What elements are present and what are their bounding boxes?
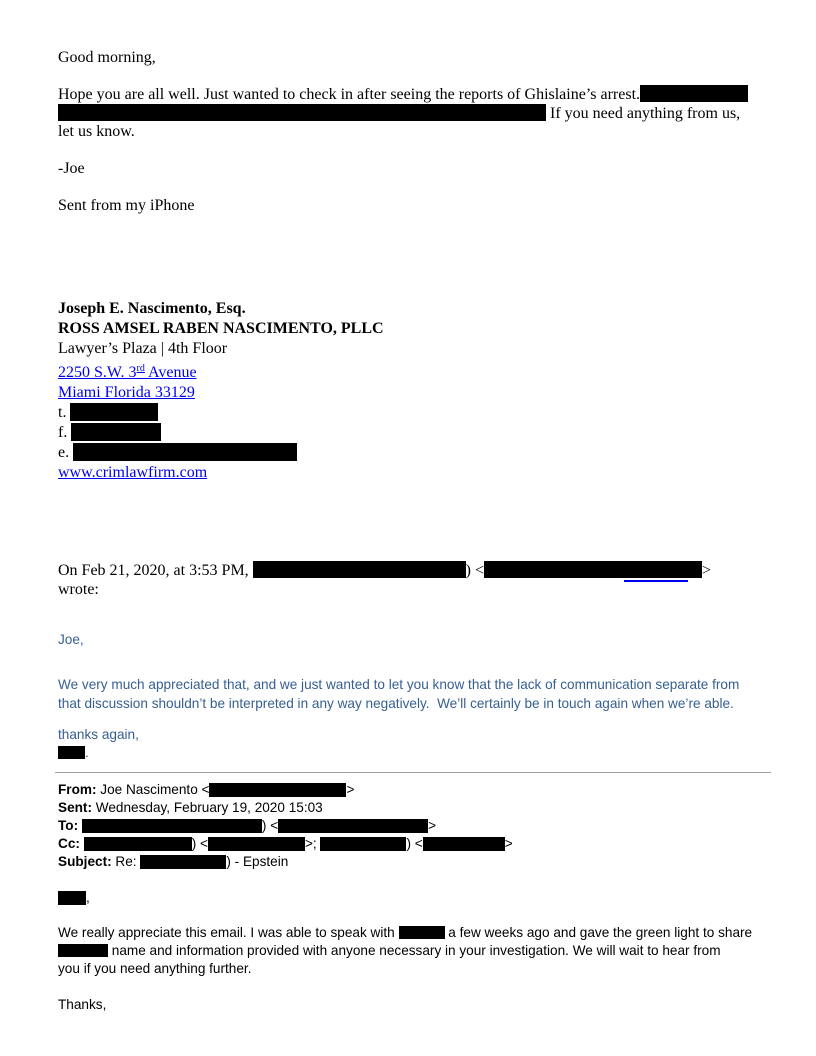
quoted-message-header bbox=[58, 561, 790, 599]
reply-signature-line: . bbox=[58, 744, 790, 762]
reply-salutation: Joe, bbox=[58, 632, 84, 647]
bottom-body bbox=[58, 924, 790, 978]
signature-email-line: e. bbox=[58, 443, 790, 463]
redaction-bar bbox=[209, 783, 346, 797]
bottom-salutation bbox=[58, 889, 790, 907]
signature-website-line bbox=[58, 463, 790, 483]
street-address-link[interactable]: 2250 S.W. 3rd Avenue bbox=[58, 363, 197, 381]
quote-header-line-1: On Feb 21, 2020, at 3:53 PM, ) < > bbox=[58, 561, 790, 580]
redaction-bar bbox=[58, 891, 86, 905]
bottom-body-line-1: We really appreciate this email. I was able to speak with a few weeks ago and gave the green light to share bbox=[58, 925, 753, 940]
redaction-bar bbox=[58, 746, 85, 759]
paragraph-line-2: If you need anything from us, bbox=[58, 104, 790, 123]
paragraph-line-1: Hope you are all well. Just wanted to check in after seeing the reports of Ghislaine’s arrest. bbox=[58, 85, 790, 104]
redaction-bar bbox=[208, 837, 305, 851]
partially-hidden-link-underline bbox=[624, 580, 688, 582]
redaction-bar bbox=[70, 403, 158, 421]
signature-phone-line: t. bbox=[58, 403, 790, 423]
sent-from-line: Sent from my iPhone bbox=[58, 197, 195, 214]
redaction-bar bbox=[140, 855, 226, 869]
redaction-bar bbox=[73, 443, 297, 461]
redaction-bar bbox=[484, 561, 702, 578]
signature-suite: Lawyer’s Plaza | 4th Floor bbox=[58, 340, 228, 357]
redaction-bar bbox=[84, 837, 192, 851]
redaction-bar bbox=[58, 104, 546, 121]
from-line: From: Joe Nascimento < > bbox=[58, 782, 355, 797]
signature-name: Joseph E. Nascimento, Esq. bbox=[58, 300, 246, 317]
signature-firm: ROSS AMSEL RABEN NASCIMENTO, PLLC bbox=[58, 320, 384, 337]
city-link[interactable]: Miami Florida 33129 bbox=[58, 384, 195, 401]
bottom-body-line-2: name and information provided with anyone necessary in your investigation. We will wait to hear from bbox=[58, 942, 790, 960]
signature-city-line bbox=[58, 383, 790, 403]
paragraph-line-3: let us know. bbox=[58, 123, 135, 140]
redaction-bar bbox=[82, 819, 262, 833]
ordinal-superscript: rd bbox=[136, 363, 145, 374]
reply-body-line-1: We very much appreciated that, and we just wanted to let you know that the lack of communication separate from bbox=[58, 677, 740, 692]
horizontal-divider bbox=[55, 772, 771, 773]
top-email-paragraph bbox=[58, 85, 790, 141]
forward-header-block bbox=[58, 781, 790, 871]
reply-body-line-2: that discussion shouldn’t be interpreted in any way negatively. We’ll certainly be in touch again when we’re able. bbox=[58, 696, 734, 711]
redaction-bar bbox=[253, 561, 466, 578]
signature-street-line bbox=[58, 359, 790, 383]
redaction-bar bbox=[399, 926, 445, 939]
redaction-bar bbox=[278, 819, 428, 833]
cc-line: Cc: ) < >; ) < > bbox=[58, 836, 513, 851]
greeting-text: Good morning, bbox=[58, 49, 156, 66]
redaction-bar bbox=[640, 85, 748, 102]
redaction-bar bbox=[320, 837, 406, 851]
redaction-bar bbox=[71, 423, 161, 441]
signature-block bbox=[58, 299, 790, 483]
reply-closing: thanks again, . bbox=[58, 726, 790, 762]
website-link[interactable]: www.crimlawfirm.com bbox=[58, 464, 208, 481]
subject-line: Subject: Re: ) - Epstein bbox=[58, 854, 289, 869]
redaction-bar bbox=[423, 837, 505, 851]
top-email-signoff: -Joe bbox=[58, 160, 85, 177]
redaction-bar bbox=[58, 944, 108, 957]
bottom-body-line-3: you if you need anything further. bbox=[58, 961, 252, 976]
quote-header-line-2: wrote: bbox=[58, 581, 99, 598]
top-email-greeting bbox=[58, 49, 790, 67]
bottom-thanks: Thanks, bbox=[58, 997, 107, 1012]
to-line: To: ) < > bbox=[58, 818, 437, 833]
bottom-salutation-line: , bbox=[58, 890, 90, 905]
signature-fax-line: f. bbox=[58, 423, 790, 443]
sent-line: Sent: Wednesday, February 19, 2020 15:03 bbox=[58, 800, 323, 815]
reply-body bbox=[58, 675, 790, 713]
